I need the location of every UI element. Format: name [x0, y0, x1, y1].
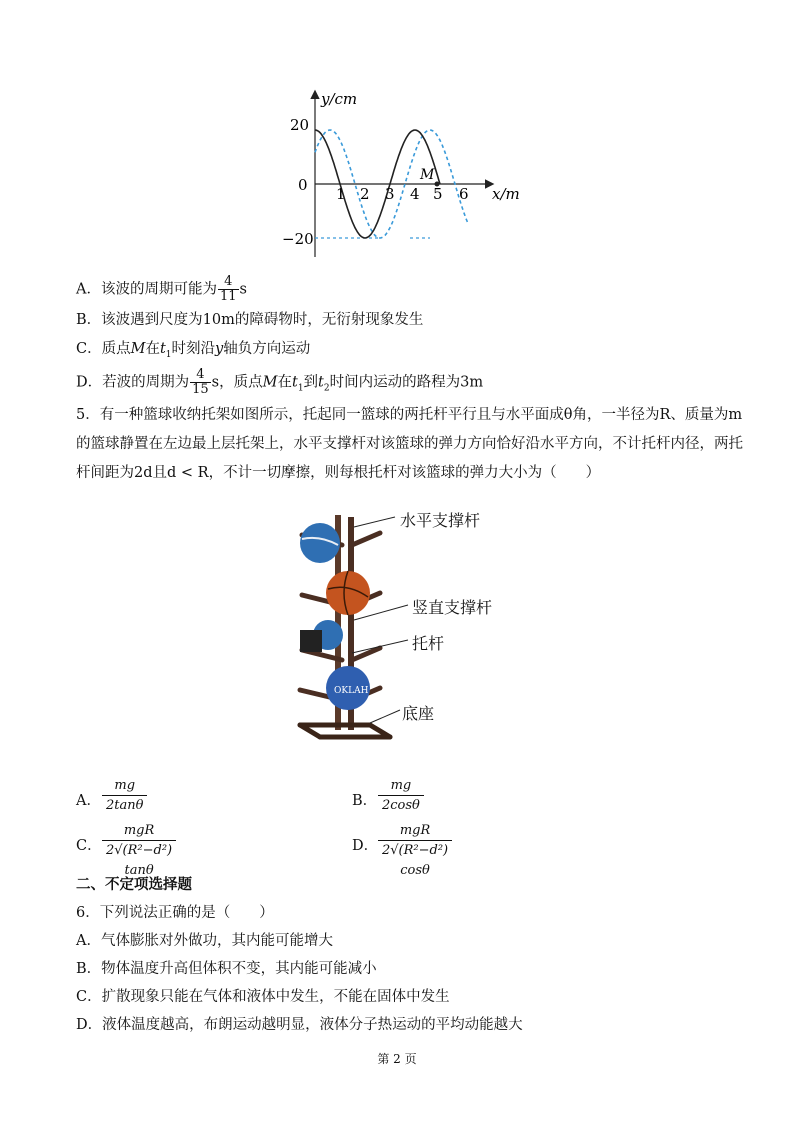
wave-graph [270, 82, 530, 262]
basketball-rack-figure [290, 505, 493, 750]
q6-stem: 6．下列说法正确的是（ ） [76, 905, 274, 921]
q6-option-d: D．液体温度越高，布朗运动越明显，液体分子热运动的平均动能越大 [76, 1017, 523, 1033]
x-tick-3: 3 [385, 185, 395, 203]
x-tick-1: 1 [336, 185, 346, 203]
q4-option-b: B．该波遇到尺度为10m的障碍物时，无衍射现象发生 [76, 312, 424, 328]
y-tick-minus20: −20 [282, 230, 314, 248]
label-horizontal-rod: 水平支撑杆 [400, 511, 481, 530]
x-tick-4: 4 [410, 185, 420, 203]
q5-stem-line1: 5．有一种篮球收纳托架如图所示，托起同一篮球的两托杆平行且与水平面成θ角，一半径为R、质量为m [76, 407, 743, 423]
q4-option-a: A．该波的周期可能为 $\frac{4}{11}$ s [76, 274, 247, 304]
label-vertical-rod: 竖直支撑杆 [412, 598, 493, 617]
y-tick-20: 20 [290, 116, 310, 134]
point-m-label: M [420, 167, 435, 183]
label-support-rod: 托杆 [412, 634, 445, 653]
x-axis-label: x/m [492, 185, 520, 203]
x-tick-6: 6 [459, 185, 469, 203]
exam-page: M y/cm x/m 20 0 −20 1 2 3 4 5 6 A．该波的周期可能为 $\frac{4}{11}$ s B．该波遇到尺度为10m的障碍物时，无衍射现象发生 C．质点M在$t_1$时刻沿y轴负方向运动 D．若波的周期为 $\frac{4}{15}$ s，质点M在$t_1$到$t_2$时间内运动的路程为3m 5．有一种篮球收纳托架如图所示，托起同一篮球的两托杆平行且与水平面成θ角，一半径为R、质量为m 的篮球静置在左边最上层托架上，水平支撑杆对该篮球的弹力方向恰好沿水平方向，不计托杆内径，两托 杆间距为2d且d < R，不计一切摩擦，则每根托杆对该篮球的弹力大小为（ ） OKLAH 水平支撑杆 竖直支撑杆 托杆 底座 A． mg 2tanθ B． mg 2cosθ C． mgR 2√(R²−d²) tanθ D． mgR 2√(R²−d²) cosθ 二、不定项选择题 6．下列说法正确的是（ ） A．气体膨胀对外做功，其内能可能增大 B．物体温度升高但体积不变，其内能可能减小 C．扩散现象只能在气体和液体中发生，不能在固体中发生 D．液体温度越高，布朗运动越明显，液体分子热运动的平均动能越大 第 2 页 [0, 0, 794, 1122]
y-tick-0: 0 [298, 176, 308, 194]
q4-option-c: C．质点M在$t_1$时刻沿y轴负方向运动 [76, 341, 311, 360]
q4-option-d: D．若波的周期为 $\frac{4}{15}$ s，质点M在$t_1$到$t_2$时间内运动的路程为3m [76, 367, 484, 397]
q6-option-b: B．物体温度升高但体积不变，其内能可能减小 [76, 961, 377, 977]
svg-text:OKLAH: OKLAH [334, 686, 369, 696]
q6-option-a: A．气体膨胀对外做功，其内能可能增大 [76, 933, 333, 949]
q6-option-c: C．扩散现象只能在气体和液体中发生，不能在固体中发生 [76, 989, 450, 1005]
x-tick-5: 5 [433, 185, 443, 203]
label-base: 底座 [402, 704, 435, 723]
page-footer: 第 2 页 [377, 1052, 417, 1066]
y-axis-label: y/cm [321, 90, 358, 108]
q5-stem-line3: 杆间距为2d且d < R，不计一切摩擦，则每根托杆对该篮球的弹力大小为（ ） [76, 465, 601, 481]
x-tick-2: 2 [360, 185, 370, 203]
section-title: 二、不定项选择题 [76, 876, 192, 893]
q5-stem-line2: 的篮球静置在左边最上层托架上，水平支撑杆对该篮球的弹力方向恰好沿水平方向，不计托杆内径，两托 [76, 436, 743, 452]
